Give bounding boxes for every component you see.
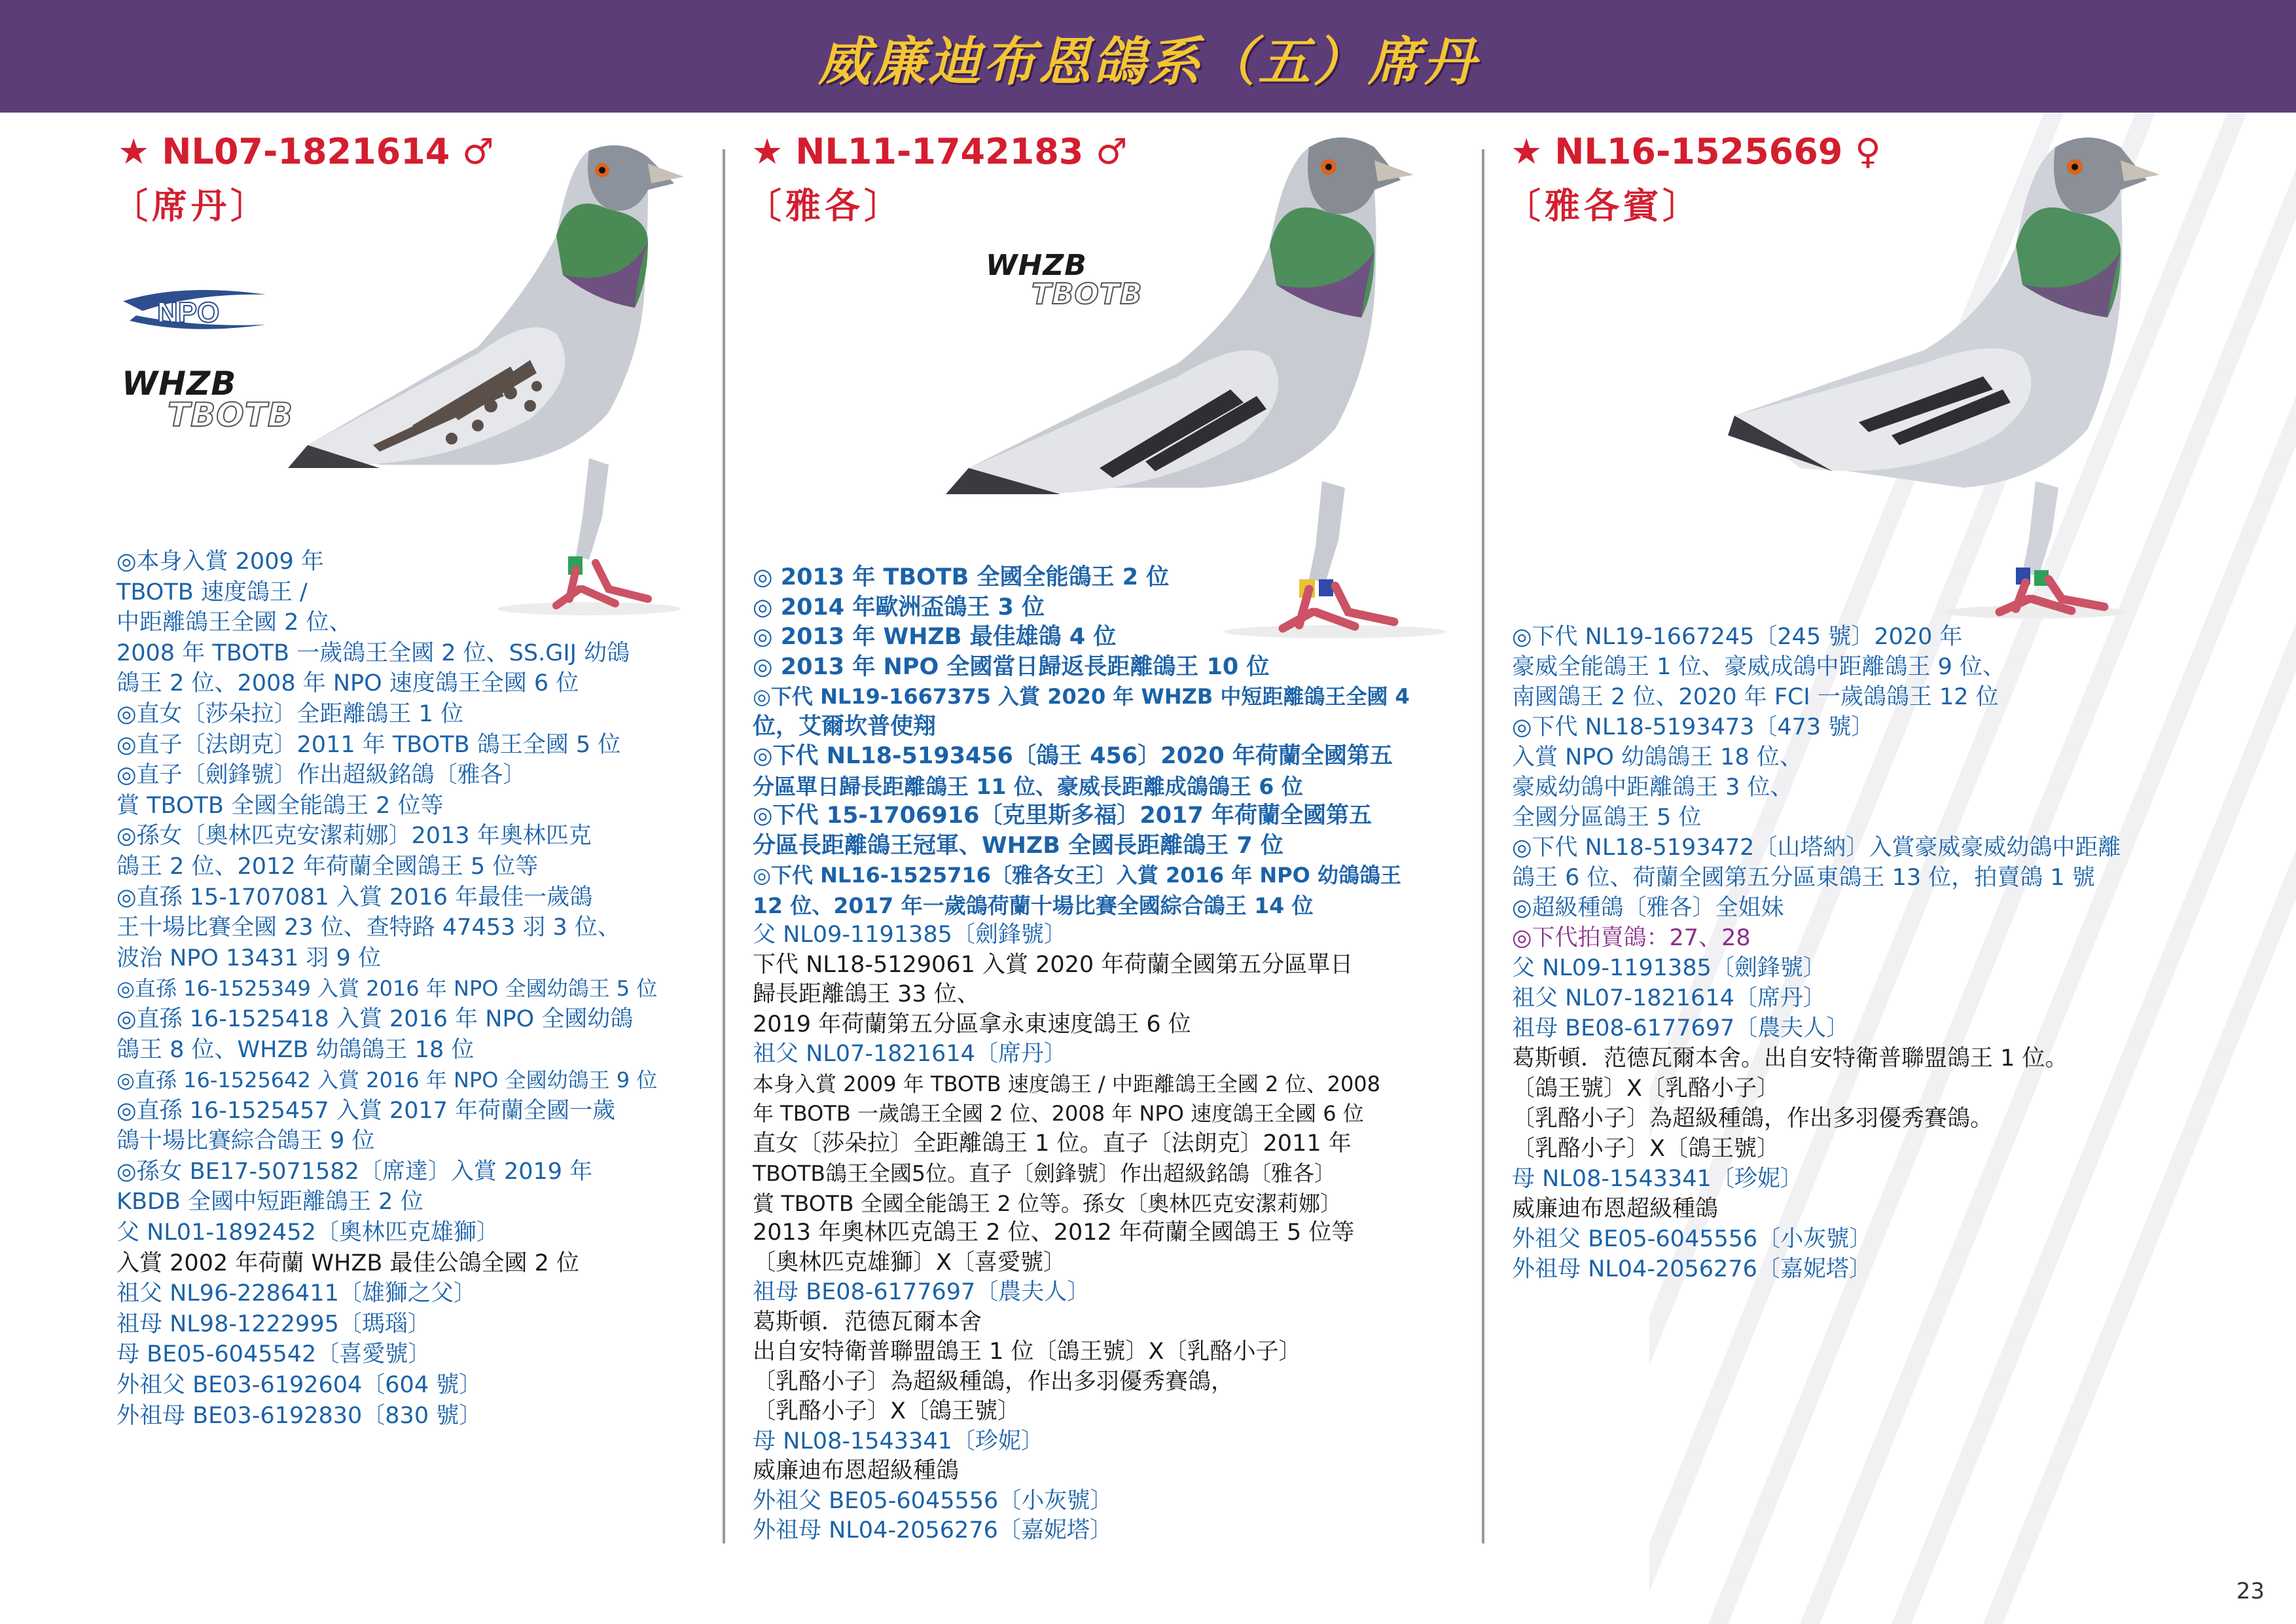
text-line: 外祖父 BE03-6192604〔604 號〕	[117, 1372, 482, 1399]
text-line: 入賞 NPO 幼鴿鴿王 18 位、	[1512, 744, 1803, 770]
text-line: 威廉迪布恩超級種鴿	[753, 1458, 960, 1484]
text-line: 父 NL01-1892452〔奧林匹克雄獅〕	[117, 1219, 499, 1246]
text-line: 祖父 NL07-1821614〔席丹〕	[753, 1041, 1067, 1067]
text-line: 位，艾爾坎普使翔	[753, 713, 937, 740]
text-line: 母 NL08-1543341〔珍妮〕	[1512, 1166, 1803, 1192]
text-line: 波治 NPO 13431 羽 9 位	[117, 945, 382, 971]
text-line: ◎下代 NL18-5193473〔473 號〕	[1512, 714, 1874, 740]
text-line: ◎直子〔法朗克〕2011 年 TBOTB 鴿王全國 5 位	[117, 731, 621, 758]
text-line: 鴿王 6 位、荷蘭全國第五分區東鴿王 13 位，拍賣鴿 1 號	[1512, 865, 2095, 891]
npo-logo	[117, 281, 267, 340]
text-line: 〔乳酪小子〕為超級種鴿，作出多羽優秀賽鴿。	[1512, 1106, 1994, 1132]
text-line: 豪威全能鴿王 1 位、豪威成鴿中距離鴿王 9 位、	[1512, 654, 2006, 680]
text-line: 祖母 NL98-1222995〔瑪瑙〕	[117, 1310, 431, 1337]
text-line: 祖母 BE08-6177697〔農夫人〕	[1512, 1015, 1850, 1041]
text-line: 直女〔莎朵拉〕全距離鴿王 1 位。直子〔法朗克〕2011 年	[753, 1130, 1352, 1157]
text-line: ◎ 2014 年歐洲盃鴿王 3 位	[753, 594, 1045, 621]
text-line: ◎ 2013 年 TBOTB 全國全能鴿王 2 位	[753, 564, 1170, 590]
text-line: 本身入賞 2009 年 TBOTB 速度鴿王 / 中距離鴿王全國 2 位、2008	[753, 1071, 1381, 1096]
pigeon-record-text	[1512, 622, 2121, 1284]
text-line: ◎ 2013 年 NPO 全國當日歸返長距離鴿王 10 位	[753, 653, 1270, 680]
text-line: ◎孫女 BE17-5071582〔席達〕入賞 2019 年	[117, 1158, 593, 1185]
text-line: ◎直孫 16-1525642 入賞 2016 年 NPO 全國幼鴿王 9 位	[117, 1068, 658, 1093]
text-line: 祖父 NL96-2286411〔雄獅之父〕	[117, 1280, 476, 1307]
text-line: ◎ 2013 年 WHZB 最佳雄鴿 4 位	[753, 624, 1117, 650]
text-line: 祖父 NL07-1821614〔席丹〕	[1512, 985, 1826, 1011]
page-header	[0, 0, 2296, 113]
text-line: 〔鴿王號〕X〔乳酪小子〕	[1512, 1075, 1780, 1102]
auction-note: ◎下代拍賣鴿：27、28	[1512, 925, 1751, 951]
text-line: TBOTB 速度鴿王 /	[117, 579, 308, 605]
pigeon-ring-number: ★ NL16-1525669 ♀	[1511, 131, 1881, 172]
text-line: 外祖母 NL04-2056276〔嘉妮塔〕	[1512, 1256, 1872, 1282]
text-line: 母 NL08-1543341〔珍妮〕	[753, 1428, 1044, 1454]
text-line: 2013 年奧林匹克鴿王 2 位、2012 年荷蘭全國鴿王 5 位等	[753, 1219, 1355, 1246]
text-line: ◎直孫 15-1707081 入賞 2016 年最佳一歲鴿	[117, 884, 593, 911]
text-line: ◎孫女〔奧林匹克安潔莉娜〕2013 年奧林匹克	[117, 823, 592, 850]
text-line: ◎下代 15-1706916〔克里斯多福〕2017 年荷蘭全國第五	[753, 803, 1372, 829]
text-line: 分區單日歸長距離鴿王 11 位、豪威長距離成鴿鴿王 6 位	[753, 773, 1303, 799]
text-line: 外祖父 BE05-6045556〔小灰號〕	[753, 1487, 1113, 1514]
pigeon-ring-number: ★ NL07-1821614 ♂	[118, 131, 494, 172]
text-line: ◎直孫 16-1525349 入賞 2016 年 NPO 全國幼鴿王 5 位	[117, 976, 658, 1001]
text-line: ◎下代 NL18-5193456〔鴿王 456〕2020 年荷蘭全國第五	[753, 743, 1393, 769]
text-line: 12 位、2017 年一歲鴿荷蘭十場比賽全國綜合鴿王 14 位	[753, 892, 1314, 918]
page-title: 威廉迪布恩鴿系（五）席丹	[818, 31, 1478, 92]
text-line: 年 TBOTB 一歲鴿王全國 2 位、2008 年 NPO 速度鴿王全國 6 位	[753, 1101, 1364, 1126]
text-line: 鴿王 2 位、2012 年荷蘭全國鴿王 5 位等	[117, 853, 539, 880]
text-line: 〔乳酪小子〕為超級種鴿，作出多羽優秀賽鴿，	[753, 1368, 1234, 1395]
text-line: 母 BE05-6045542〔喜愛號〕	[117, 1341, 431, 1368]
pigeon-name: 〔雅各〕	[746, 185, 903, 226]
text-line: 南國鴿王 2 位、2020 年 FCI 一歲鴿鴿王 12 位	[1512, 684, 1999, 710]
text-line: 〔乳酪小子〕X〔鴿王號〕	[753, 1398, 1020, 1424]
text-line: 出自安特衛普聯盟鴿王 1 位〔鴿王號〕X〔乳酪小子〕	[753, 1339, 1302, 1365]
text-line: 2019 年荷蘭第五分區拿永東速度鴿王 6 位	[753, 1011, 1191, 1038]
text-line: 〔乳酪小子〕X〔鴿王號〕	[1512, 1136, 1780, 1162]
text-line: 分區長距離鴿王冠軍、WHZB 全國長距離鴿王 7 位	[753, 832, 1283, 859]
pigeon-ring-number: ★ NL11-1742183 ♂	[751, 131, 1128, 172]
text-line: 鴿王 8 位、WHZB 幼鴿鴿王 18 位	[117, 1036, 475, 1063]
text-line: 葛斯頓．范德瓦爾本舍	[753, 1308, 982, 1335]
pigeon-name: 〔雅各賓〕	[1505, 185, 1702, 226]
text-line: 外祖父 BE05-6045556〔小灰號〕	[1512, 1226, 1873, 1252]
text-line: ◎超級種鴿〔雅各〕全姐妹	[1512, 895, 1784, 921]
pigeon-photo-blue-bar-hen	[1728, 128, 2225, 625]
text-line: TBOTB鴿王全國5位。直子〔劍鋒號〕作出超級銘鴿〔雅各〕	[753, 1161, 1336, 1186]
text-line: ◎直孫 16-1525418 入賞 2016 年 NPO 全國幼鴿	[117, 1005, 634, 1032]
text-line: 威廉迪布恩超級種鴿	[1512, 1196, 1719, 1222]
svg-text:NPO: NPO	[157, 297, 220, 329]
pigeon-record-text	[117, 547, 657, 1431]
whzb-tbotb-logo: WHZB TBOTB	[986, 249, 1143, 311]
text-line: 父 NL09-1191385〔劍鋒號〕	[1512, 955, 1826, 981]
text-line: ◎直孫 16-1525457 入賞 2017 年荷蘭全國一歲	[117, 1097, 616, 1124]
pigeon-record-text	[753, 563, 1410, 1546]
text-line: 中距離鴿王全國 2 位、	[117, 609, 352, 636]
text-line: KBDB 全國中短距離鴿王 2 位	[117, 1189, 423, 1216]
text-line: ◎直子〔劍鋒號〕作出超級銘鴿〔雅各〕	[117, 762, 526, 789]
whzb-tbotb-logo: WHZB TBOTB	[122, 365, 293, 434]
text-line: 全國分區鴿王 5 位	[1512, 804, 1702, 831]
text-line: ◎下代 NL19-1667245〔245 號〕2020 年	[1512, 624, 1963, 650]
text-line: 2008 年 TBOTB 一歲鴿王全國 2 位、SS.GIJ 幼鴿	[117, 640, 630, 666]
text-line: 豪威幼鴿中距離鴿王 3 位、	[1512, 774, 1793, 801]
text-line: ◎下代 NL19-1667375 入賞 2020 年 WHZB 中短距離鴿王全國 4	[753, 684, 1410, 709]
text-line: 祖母 BE08-6177697〔農夫人〕	[753, 1279, 1090, 1305]
text-line: ◎本身入賞 2009 年	[117, 549, 324, 575]
pigeon-name: 〔席丹〕	[113, 185, 270, 226]
text-line: 父 NL09-1191385〔劍鋒號〕	[753, 922, 1067, 948]
text-line: 葛斯頓．范德瓦爾本舍。出自安特衛普聯盟鴿王 1 位。	[1512, 1045, 2068, 1072]
text-line: 王十場比賽全國 23 位、查特路 47453 羽 3 位、	[117, 914, 620, 941]
text-line: ◎下代 NL16-1525716〔雅各女王〕入賞 2016 年 NPO 幼鴿鴿王	[753, 863, 1401, 888]
page-number: 23	[2236, 1578, 2265, 1604]
text-line: ◎直女〔莎朵拉〕全距離鴿王 1 位	[117, 700, 464, 727]
text-line: 賞 TBOTB 全國全能鴿王 2 位等	[117, 792, 444, 819]
text-line: 下代 NL18-5129061 入賞 2020 年荷蘭全國第五分區單日	[753, 951, 1354, 978]
text-line: ◎下代 NL18-5193472〔山塔納〕入賞豪威豪威幼鴿中距離	[1512, 835, 2121, 861]
text-line: 外祖母 BE03-6192830〔830 號〕	[117, 1402, 482, 1429]
text-line: 入賞 2002 年荷蘭 WHZB 最佳公鴿全國 2 位	[117, 1250, 580, 1276]
column-divider	[1482, 149, 1484, 1543]
column-divider	[723, 149, 725, 1543]
text-line: 歸長距離鴿王 33 位、	[753, 981, 980, 1007]
text-line: 〔奧林匹克雄獅〕X〔喜愛號〕	[753, 1249, 1066, 1276]
text-line: 鴿十場比賽綜合鴿王 9 位	[117, 1128, 375, 1155]
text-line: 賞 TBOTB 全國全能鴿王 2 位等。孫女〔奧林匹克安潔莉娜〕	[753, 1190, 1342, 1216]
text-line: 外祖母 NL04-2056276〔嘉妮塔〕	[753, 1517, 1113, 1543]
text-line: 鴿王 2 位、2008 年 NPO 速度鴿王全國 6 位	[117, 670, 579, 697]
